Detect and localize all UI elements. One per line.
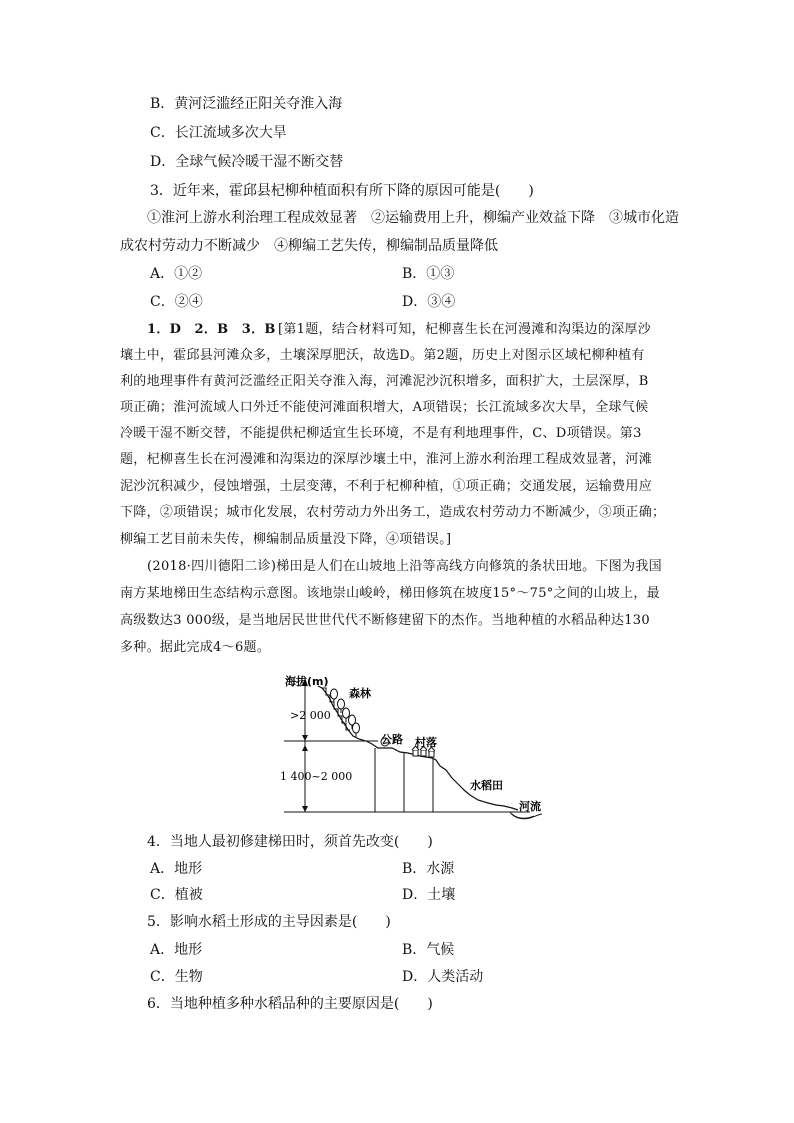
- q4-option-a: A．地形: [150, 861, 203, 877]
- answer-keys: 1．D 2．B 3．B: [147, 322, 276, 337]
- q5-option-a: A．地形: [150, 942, 203, 958]
- q3-option-b: B．①③: [402, 266, 455, 282]
- q4-option-c: C．植被: [150, 887, 203, 903]
- arrow-lower-band-top: [302, 745, 308, 751]
- band-lower-label: 1 400~2 000: [280, 770, 353, 783]
- river-inner-line: [512, 814, 534, 818]
- band-upper-label: >2 000: [290, 709, 331, 722]
- q5-option-d: D．人类活动: [402, 969, 484, 985]
- arrow-upper-band: [302, 735, 308, 741]
- q3-option-c: C．②④: [150, 294, 203, 310]
- q5-option-c: C．生物: [150, 969, 203, 985]
- paddy-label: 水稻田: [470, 779, 503, 792]
- village-label: 村落: [415, 736, 437, 749]
- q5-option-b: B．气候: [402, 942, 455, 958]
- y-axis-label: 海拔(m): [285, 675, 329, 688]
- q3-option-a: A．①②: [150, 266, 203, 282]
- river-label: 河流: [519, 800, 541, 813]
- answer-text: [第1题，结合材料可知，杞柳喜生长在河漫滩和沟渠边的深厚沙: [278, 322, 652, 337]
- road-label: 公路: [381, 733, 403, 746]
- q4-option-b: B．水源: [402, 861, 455, 877]
- forest-label: 森林: [349, 687, 371, 700]
- q4-option-d: D．土壤: [402, 887, 456, 903]
- q3-option-d: D．③④: [402, 294, 456, 310]
- arrow-lower-band-bottom: [302, 806, 308, 812]
